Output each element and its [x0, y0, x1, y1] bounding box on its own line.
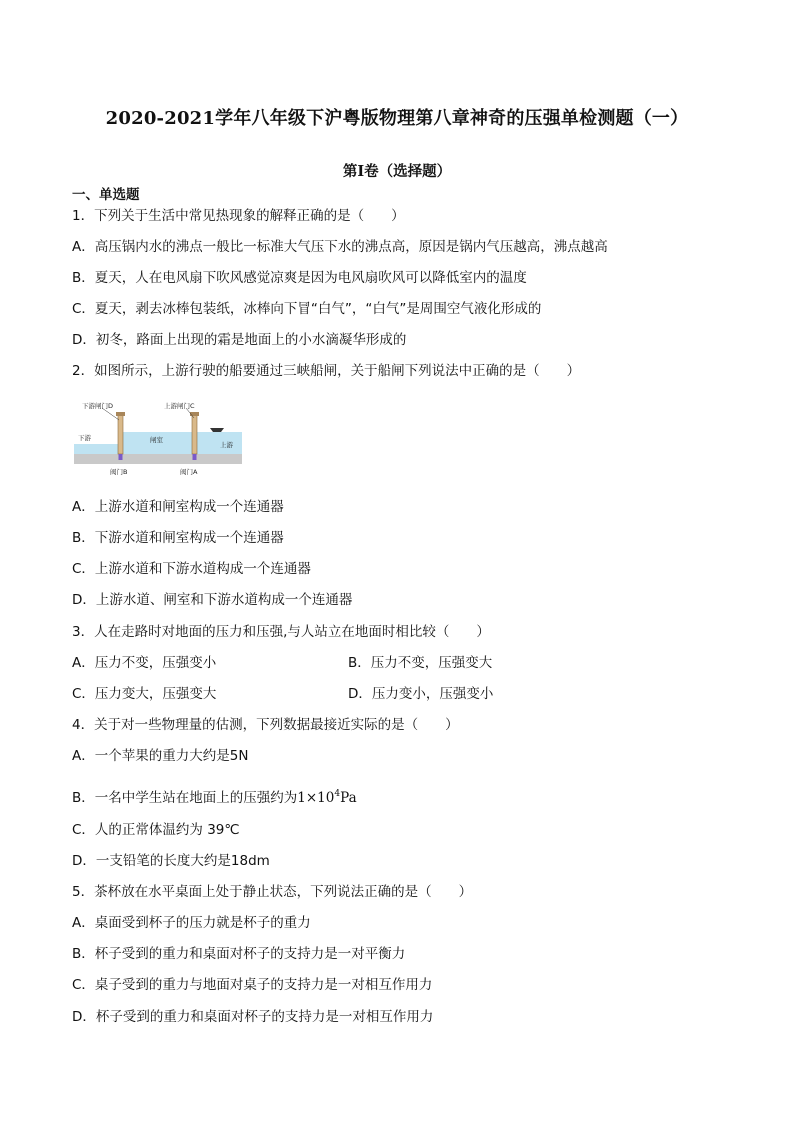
question-2-option-c: C．上游水道和下游水道构成一个连通器	[72, 561, 311, 577]
question-1-option-b: B．夏天，人在电风扇下吹风感觉凉爽是因为电风扇吹风可以降低室内的温度	[72, 270, 527, 286]
question-3-option-c: C．压力变大，压强变大	[72, 686, 217, 702]
label-upstream: 上游	[220, 441, 233, 449]
ship-icon	[210, 428, 224, 432]
question-1-stem: 1．下列关于生活中常见热现象的解释正确的是（ ）	[72, 208, 405, 224]
pressure-base: 1×10	[297, 790, 335, 806]
question-3-option-d: D．压力变小，压强变小	[348, 686, 494, 702]
riverbed	[74, 454, 242, 464]
question-4-stem: 4．关于对一些物理量的估测，下列数据最接近实际的是（ ）	[72, 717, 459, 733]
question-2-option-b: B．下游水道和闸室构成一个连通器	[72, 530, 284, 546]
label-valve-b: 阀门B	[110, 468, 128, 476]
question-2-stem: 2．如图所示，上游行驶的船要通过三峡船闸，关于船闸下列说法中正确的是（ ）	[72, 363, 581, 379]
pressure-value	[297, 790, 356, 806]
question-4-option-b-text: B．一名中学生站在地面上的压强约为	[72, 790, 298, 806]
question-2-option-a: A．上游水道和闸室构成一个连通器	[72, 499, 284, 515]
exam-title: 2020-2021学年八年级下沪粤版物理第八章神奇的压强单检测题（一）	[105, 108, 689, 129]
ship-lock-figure	[74, 398, 242, 480]
question-1-option-a: A．高压锅内水的沸点一般比一标准大气压下水的沸点高，原因是锅内气压越高，沸点越高	[72, 239, 608, 255]
label-chamber: 闸室	[150, 436, 163, 444]
question-2-option-d: D．上游水道、闸室和下游水道构成一个连通器	[72, 592, 353, 608]
gate-d-top	[116, 412, 125, 416]
question-5-stem: 5．茶杯放在水平桌面上处于静止状态，下列说法正确的是（ ）	[72, 884, 473, 900]
question-5-option-a: A．桌面受到杯子的压力就是杯子的重力	[72, 915, 311, 931]
question-3-stem: 3．人在走路时对地面的压力和压强,与人站立在地面时相比较（ ）	[72, 624, 490, 640]
gate-c	[192, 414, 197, 454]
question-1-option-d: D．初冬，路面上出现的霜是地面上的小水滴凝华形成的	[72, 332, 407, 348]
downstream-water	[74, 444, 118, 454]
question-4-option-b	[72, 785, 357, 807]
paper-part-title: 第Ⅰ卷（选择题）	[342, 163, 452, 180]
question-4-option-c: C．人的正常体温约为 39℃	[72, 822, 240, 838]
upstream-water	[196, 432, 242, 454]
valve-b	[119, 454, 123, 460]
question-4-option-a: A．一个苹果的重力大约是5N	[72, 748, 249, 764]
valve-a	[193, 454, 197, 460]
label-gate-c: 上游闸门C	[164, 402, 195, 410]
question-5-option-c: C．桌子受到的重力与地面对桌子的支持力是一对相互作用力	[72, 977, 433, 993]
question-5-option-b: B．杯子受到的重力和桌面对杯子的支持力是一对平衡力	[72, 946, 406, 962]
pressure-exponent: 4	[334, 789, 341, 799]
section-heading: 一、单选题	[72, 187, 140, 203]
label-downstream: 下游	[78, 434, 91, 442]
question-5-option-d: D．杯子受到的重力和桌面对杯子的支持力是一对相互作用力	[72, 1009, 434, 1025]
question-1-option-c: C．夏天，剥去冰棒包装纸，冰棒向下冒“白气”，“白气”是周围空气液化形成的	[72, 301, 542, 317]
question-3-option-b: B．压力不变，压强变大	[348, 655, 493, 671]
question-3-option-a: A．压力不变，压强变小	[72, 655, 217, 671]
label-gate-d: 下游闸门D	[82, 402, 114, 410]
gate-c-top	[190, 412, 199, 416]
question-4-option-d: D．一支铅笔的长度大约是18dm	[72, 853, 270, 869]
pressure-unit: Pa	[340, 790, 357, 806]
label-valve-a: 阀门A	[180, 468, 198, 476]
